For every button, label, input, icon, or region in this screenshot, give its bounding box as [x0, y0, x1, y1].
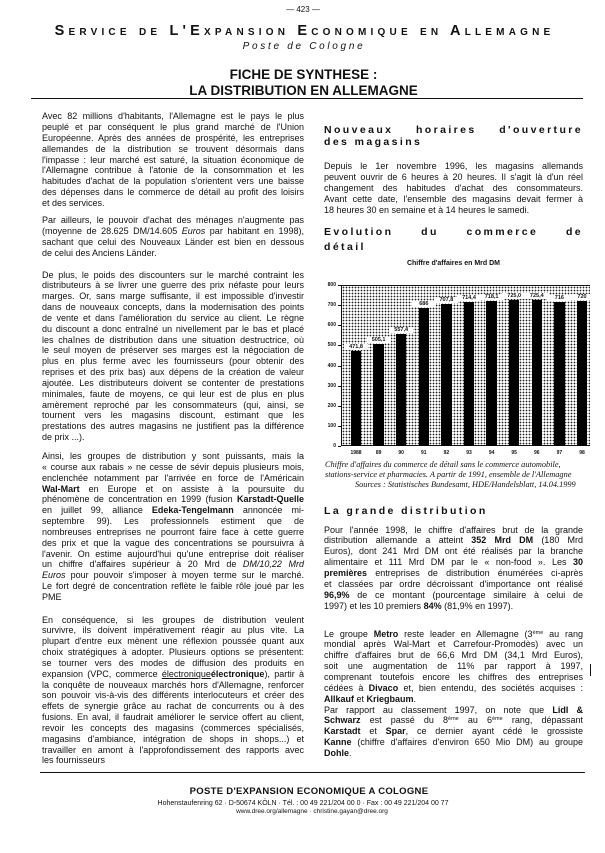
y-axis-tick: [338, 285, 341, 286]
chart-bar: [373, 344, 384, 446]
x-axis-label: 97: [556, 450, 563, 456]
document-title-line2: LA DISTRIBUTION EN ALLEMAGNE: [189, 83, 418, 98]
bold-text: Karstadt: [324, 726, 361, 737]
text-line: un chiffre d'affaires supérieur à 20 Mrd de DM/10,22 Mrd: [42, 559, 304, 570]
text-line: premières entreprises de distribution énumérées ci-après: [324, 567, 583, 578]
header-rule: [31, 98, 583, 99]
text-line: Par rapport au classement 1997, on note que Lidl &: [324, 704, 583, 715]
chart-bar: [396, 334, 407, 446]
text-line: plus en plus ferme avec les fournisseurs (pour obtenir des: [42, 356, 304, 367]
bold-text: électronique: [210, 668, 265, 679]
heading-large-retail: [324, 505, 583, 517]
text-line: de prix ...).: [42, 432, 85, 443]
text-line: minimales, faute de moyens, ce qui leur est de plus en plus: [42, 388, 304, 399]
y-axis-label: 200: [327, 402, 336, 409]
text-line: Euros), dont 241 Mrd DM ont été réalisés par la branche: [324, 546, 583, 557]
text-line: Evolution du commerce de: [324, 226, 583, 238]
text-line: les chaînes de distribution dans une situation destructrice, où: [42, 334, 304, 345]
heading-retail-evolution: [324, 225, 583, 254]
text-line: et des services.: [42, 197, 105, 208]
organization-title: Service de L'Expansion Economique en Allemagne: [54, 23, 555, 39]
x-axis-label: 93: [466, 450, 472, 456]
paragraph-discounters: [42, 270, 304, 444]
text-line: septembre 99). Les professionnels estiment que de: [42, 516, 304, 527]
text-line: de celui des Anciens Länder.: [42, 247, 157, 258]
chart-bar: [486, 301, 497, 446]
paragraph-purchasing-power: [42, 215, 304, 258]
text-line: Euros pour pouvoir s'imposer à moyen terme sur le marché.: [42, 570, 304, 581]
text-line: le seul moyen de préserver ses marges est la négociation de: [42, 345, 304, 356]
superscript: ème: [448, 716, 459, 723]
chart-bar: [351, 351, 362, 446]
superscript: ème: [492, 716, 503, 723]
text-line: Avant cette date, l'ensemble des magasins devait fermer à: [324, 193, 583, 204]
text-line: sachant que celui des Nouveaux Länder est bien en dessous: [42, 236, 304, 247]
bold-text: Spar: [385, 726, 406, 737]
text-line: soit une augmentation de 11% par rapport à 1997,: [324, 661, 583, 672]
text-line: habitudes d'achat de la population s'orientent vers une baisse: [42, 176, 304, 187]
paragraph-metro-leader: [324, 629, 583, 705]
bar-value-label: 707,8: [434, 297, 458, 303]
text-line: nombreuses entreprises ne pourront faire face à cette guerre: [42, 526, 304, 537]
text-line: marges. Or, sans marge suffisante, il est impossible d'investir: [42, 291, 304, 302]
y-axis-label: 800: [327, 282, 336, 288]
chart-bar: [509, 300, 520, 446]
bar-value-label: 471,8: [344, 344, 368, 350]
chart-bar: [577, 301, 588, 446]
text-line: l'avenir. On estime aujourd'hui qu'une entreprise doit réaliser: [42, 548, 304, 559]
bold-text: Edeka-Tengelmann: [151, 505, 234, 516]
text-line: enclenchée notamment par l'arrivée en force de l'Américain: [42, 472, 304, 483]
text-line: changement des habitudes d'achat des consommateurs.: [324, 182, 583, 193]
bold-text: 96,9%: [324, 589, 350, 600]
text-line: « course aux rabais » ne cesse de sévir depuis plusieurs mois,: [42, 461, 304, 472]
bar-value-label: 686: [412, 301, 436, 307]
bar-value-label: 714,4: [457, 295, 481, 301]
text-line: alimentaire et 111 Mrd DM par le « non-food ». Les 30: [324, 557, 583, 568]
y-axis-tick: [338, 406, 341, 407]
y-axis-tick: [338, 345, 341, 346]
superscript: ème: [532, 629, 544, 636]
bold-text: Schwarz: [324, 715, 361, 726]
text-line: Le groupe Metro reste leader en Allemagne (3ème au rang: [324, 628, 583, 639]
y-axis-label: 600: [327, 322, 336, 329]
bold-text: Dohle: [324, 747, 350, 758]
text-line: 96,9% de ce montant (pourcentage similaire à celui de: [324, 589, 583, 600]
bar-value-label: 716: [547, 295, 571, 301]
text-line: peuplé et par conséquent le plus grand marché de l'Union: [42, 122, 304, 133]
bold-text: 84%: [423, 600, 442, 611]
text-line: Dohle.: [324, 747, 352, 758]
text-line: comprenant toutefois encore les chiffres des entreprises: [324, 671, 583, 682]
chart-bar: [441, 304, 452, 446]
y-axis-tick: [338, 386, 341, 387]
bar-value-label: 557,4: [389, 327, 413, 333]
paragraph-consequences: [42, 615, 304, 767]
text-line: mondial après Wal-Mart et Carrefour-Promodès) avec un: [324, 639, 583, 650]
y-axis-label: 500: [327, 342, 336, 349]
text-line: ajoutée. Les distributeurs doivent se contenter de prestations: [42, 377, 304, 388]
text-line: l'impasse : leur marché est saturé, la situation économique de: [42, 154, 304, 165]
x-axis-label: 96: [534, 450, 540, 456]
bold-text: 30: [572, 557, 583, 568]
text-line: l'Allemagne contribue à l'atonie de la consommation et les: [42, 165, 304, 176]
underlined-text: électronique: [161, 668, 211, 679]
y-axis-label: 700: [327, 302, 336, 309]
text-line: En conséquence, si les groupes de distribution veulent: [42, 614, 304, 625]
text-line: (moyenne de 28.625 DM/14.605 Euros par habitant en 1998),: [42, 226, 304, 237]
footer-web-contact: www.dree.org/allemagne · christine.gayan@dree.org: [236, 808, 388, 815]
chart-bar: [554, 302, 565, 446]
bold-text: Wal-Mart: [42, 483, 80, 494]
text-line: distributeurs à se livrer une guerre des prix néfaste pour leurs: [42, 280, 304, 291]
x-axis-label: 98: [579, 450, 585, 456]
text-line: Kanne (chiffre d'affaires d'environ 650 Mio DM) au groupe: [324, 737, 583, 748]
text-line: des dépenses dans le commerce de détail au profit des loisirs: [42, 187, 304, 198]
bold-text: Allkauf: [324, 693, 355, 704]
text-line: La grande distribution: [324, 505, 488, 517]
text-line: distribution allemande a atteint 352 Mrd DM (180 Mrd: [324, 535, 584, 546]
heading-opening-hours: [324, 124, 583, 148]
text-line: Wal-Mart en Europe et on assiste à la poursuite du: [42, 483, 304, 494]
text-line: Sources : Statistisches Bundesamt, HDE/Handelsblatt, 14.04.1999: [355, 480, 576, 489]
x-axis-label: 91: [421, 450, 427, 456]
text-line: dans de nouveaux concepts, dans la modernisation des points: [42, 302, 304, 313]
y-axis-tick: [338, 325, 341, 326]
paragraph-concentration: [42, 451, 304, 603]
y-axis-label: 300: [327, 382, 336, 389]
bold-text: Kriegbaum: [366, 693, 414, 704]
text-line: allemandes de la distribution se trouvent désormais dans: [42, 143, 304, 154]
x-axis-label: 95: [511, 450, 517, 456]
y-axis-label: 0: [333, 443, 336, 449]
text-line: la conquête de nouveaux marchés hors d'Allemagne, renforcer: [42, 679, 304, 690]
text-line: cédées à Divaco et, bien entendu, des sociétés acquises :: [324, 682, 584, 693]
text-line: chiffre d'affaires brut de 66,6 Mrd DM (34,1 Mrd Euros),: [324, 650, 583, 661]
text-line: effets de synergie grâce au rachat de concurrents ou à des: [42, 701, 304, 712]
y-axis-tick: [338, 366, 341, 367]
italic-text: Euros: [42, 570, 66, 581]
text-line: Nouveaux horaires d'ouverture: [324, 124, 583, 136]
text-line: 1997) et les 10 premiers 84% (81,9% en 1997).: [324, 600, 514, 611]
chart-bar: [419, 308, 430, 446]
paragraph-market-overview: [42, 111, 304, 209]
y-axis-label: 100: [327, 422, 336, 429]
x-axis-label: 90: [398, 450, 404, 456]
text-line: amèrement reproché par les consommateurs (qui, ainsi, se: [42, 399, 304, 410]
text-line: Le fort degré de concentration reflète le faible rôle joué par les: [42, 581, 304, 592]
bar-value-label: 718,1: [480, 294, 504, 300]
text-line: revoir les concepts des magasins (commerces spécialisés,: [42, 722, 304, 733]
text-line: des prix et que la vague des concentrations se poursuivra à: [42, 537, 304, 548]
text-line: peuvent ouvrir de 6 heures à 20 heures. Il s'agit là d'un réel: [324, 172, 583, 183]
document-title-line1: FICHE DE SYNTHESE :: [229, 67, 378, 82]
italic-text: DM/10,22 Mrd: [242, 559, 304, 570]
bold-text: Divaco: [368, 682, 399, 693]
x-axis-label: 94: [488, 450, 495, 456]
text-line: Schwarz est passé du 8ème au 6ème rang, dépassant: [324, 715, 583, 726]
y-axis-tick: [338, 426, 341, 427]
x-axis-label: 92: [443, 450, 450, 456]
text-line: prestations des autres magasins ne justifient pas la différence: [42, 421, 304, 432]
text-line: Ainsi, les groupes de distribution y sont puissants, mais la: [42, 451, 304, 461]
text-line: De plus, le poids des discounters sur le marché contraint les: [42, 269, 304, 280]
text-line: du discount a donc entraîné un nivellement par le bas et placé: [42, 323, 304, 334]
bold-text: Metro: [373, 628, 399, 639]
text-line: plupart d'entre eux mènent une réflexion poussée quant aux: [42, 636, 304, 647]
text-line: en juillet 99, alliance Edeka-Tengelmann annoncée mi-: [42, 505, 304, 516]
y-axis-tick: [338, 446, 341, 447]
text-line: les fournisseurs: [42, 755, 106, 766]
paragraph-large-retail-turnover: [324, 525, 583, 612]
text-line: Par ailleurs, le pouvoir d'achat des ménages n'augmente pas: [42, 215, 304, 226]
bar-chart: [320, 278, 595, 463]
text-line: de vente et dans l'amélioration du service au client. Le règne: [42, 312, 304, 323]
text-line: survivre, ils doivent impérativement réagir au plus vite. La: [42, 625, 304, 636]
margin-mark: [590, 664, 591, 676]
text-line: Karstadt et Spar, ce dernier ayant cédé le grossiste: [324, 726, 583, 737]
text-line: Allkauf et Kriegbaum.: [324, 693, 417, 704]
bar-value-label: 720: [570, 294, 594, 300]
text-line: reprises et des prix bas) aux dépens de la création de valeur: [42, 367, 304, 378]
bold-text: Lidl &: [552, 704, 583, 715]
y-axis-tick: [338, 305, 341, 306]
text-line: choix stratégiques à adopter. Plusieurs options se présentent:: [42, 647, 304, 658]
text-line: son pouvoir vis-à-vis des différents interlocuteurs et créer des: [42, 690, 304, 701]
text-line: Pour l'année 1998, le chiffre d'affaires brut de la grande: [324, 524, 583, 535]
italic-text: Euros: [181, 226, 206, 237]
bar-value-label: 505,1: [367, 337, 391, 343]
chart-title: Chiffre d'affaires en Mrd DM: [406, 260, 501, 267]
chart-bar: [464, 302, 475, 446]
bold-text: premières: [324, 567, 368, 578]
paragraph-ranking-changes: [324, 705, 583, 759]
text-line: tournent vers les magasins discount, estimant que les: [42, 410, 304, 421]
text-line: Chiffre d'affaires du commerce de détail sans le commerce automobile,: [325, 460, 561, 469]
text-line: travailler en amont à l'approfondissement des rapports avec: [42, 744, 304, 755]
paragraph-opening-hours: [324, 161, 583, 215]
text-line: magasins d'ambiance, intégration de shops in shops...) et: [42, 733, 304, 744]
text-line: phénomène de concentration en 1999 (fusion Karstadt-Quelle: [42, 494, 304, 505]
chart-bar: [532, 300, 543, 446]
x-axis-label: 1988: [350, 450, 362, 456]
text-line: expansion (VPC, commerce électroniqueélectronique), partir à: [42, 668, 304, 679]
text-line: PME: [42, 591, 62, 602]
bold-text: Karstadt-Quelle: [236, 494, 304, 505]
bar-value-label: 725,4: [525, 293, 549, 299]
office-subtitle: Poste de Cologne: [242, 41, 366, 52]
text-line: se tourner vers des modes de diffusion des produits en: [42, 657, 304, 668]
footer-organization: POSTE D'EXPANSION ECONOMIQUE A COLOGNE: [189, 786, 429, 797]
bold-text: 352 Mrd DM: [471, 535, 534, 546]
text-line: détail: [324, 240, 366, 253]
text-line: et classées par ordre décroissant d'importance ont réalisé: [324, 578, 583, 589]
text-line: des magasins: [324, 136, 423, 148]
chart-caption: [325, 460, 587, 490]
footer-rule: [40, 772, 585, 773]
bar-value-label: 725,0: [502, 293, 526, 299]
text-line: fusions. En aval, il faudrait améliorer le service offert au client,: [42, 712, 304, 723]
text-line: Depuis le 1er novembre 1996, les magasins allemands: [324, 161, 583, 172]
footer-address: Hohenstaufenring 62 · D-50674 KÖLN · Tél. : 00 49 221/204 00 0 · Fax : 00 49 221/204 00 77: [157, 799, 449, 807]
y-axis-label: 400: [327, 362, 336, 369]
x-axis-label: 89: [375, 450, 382, 456]
text-line: Européenne. Après des années de prospérité, les entreprises: [42, 132, 304, 143]
bold-text: Kanne: [324, 737, 352, 748]
page-number: — 423 —: [286, 5, 320, 14]
text-line: stations-service et pharmacies. A partir de 1991, ensemble de l'Allemagne: [325, 470, 572, 479]
text-line: 18 heures 30 en semaine et à 14 heures le samedi.: [324, 204, 530, 215]
text-line: Avec 82 millions d'habitants, l'Allemagne est le pays le plus: [42, 111, 304, 122]
